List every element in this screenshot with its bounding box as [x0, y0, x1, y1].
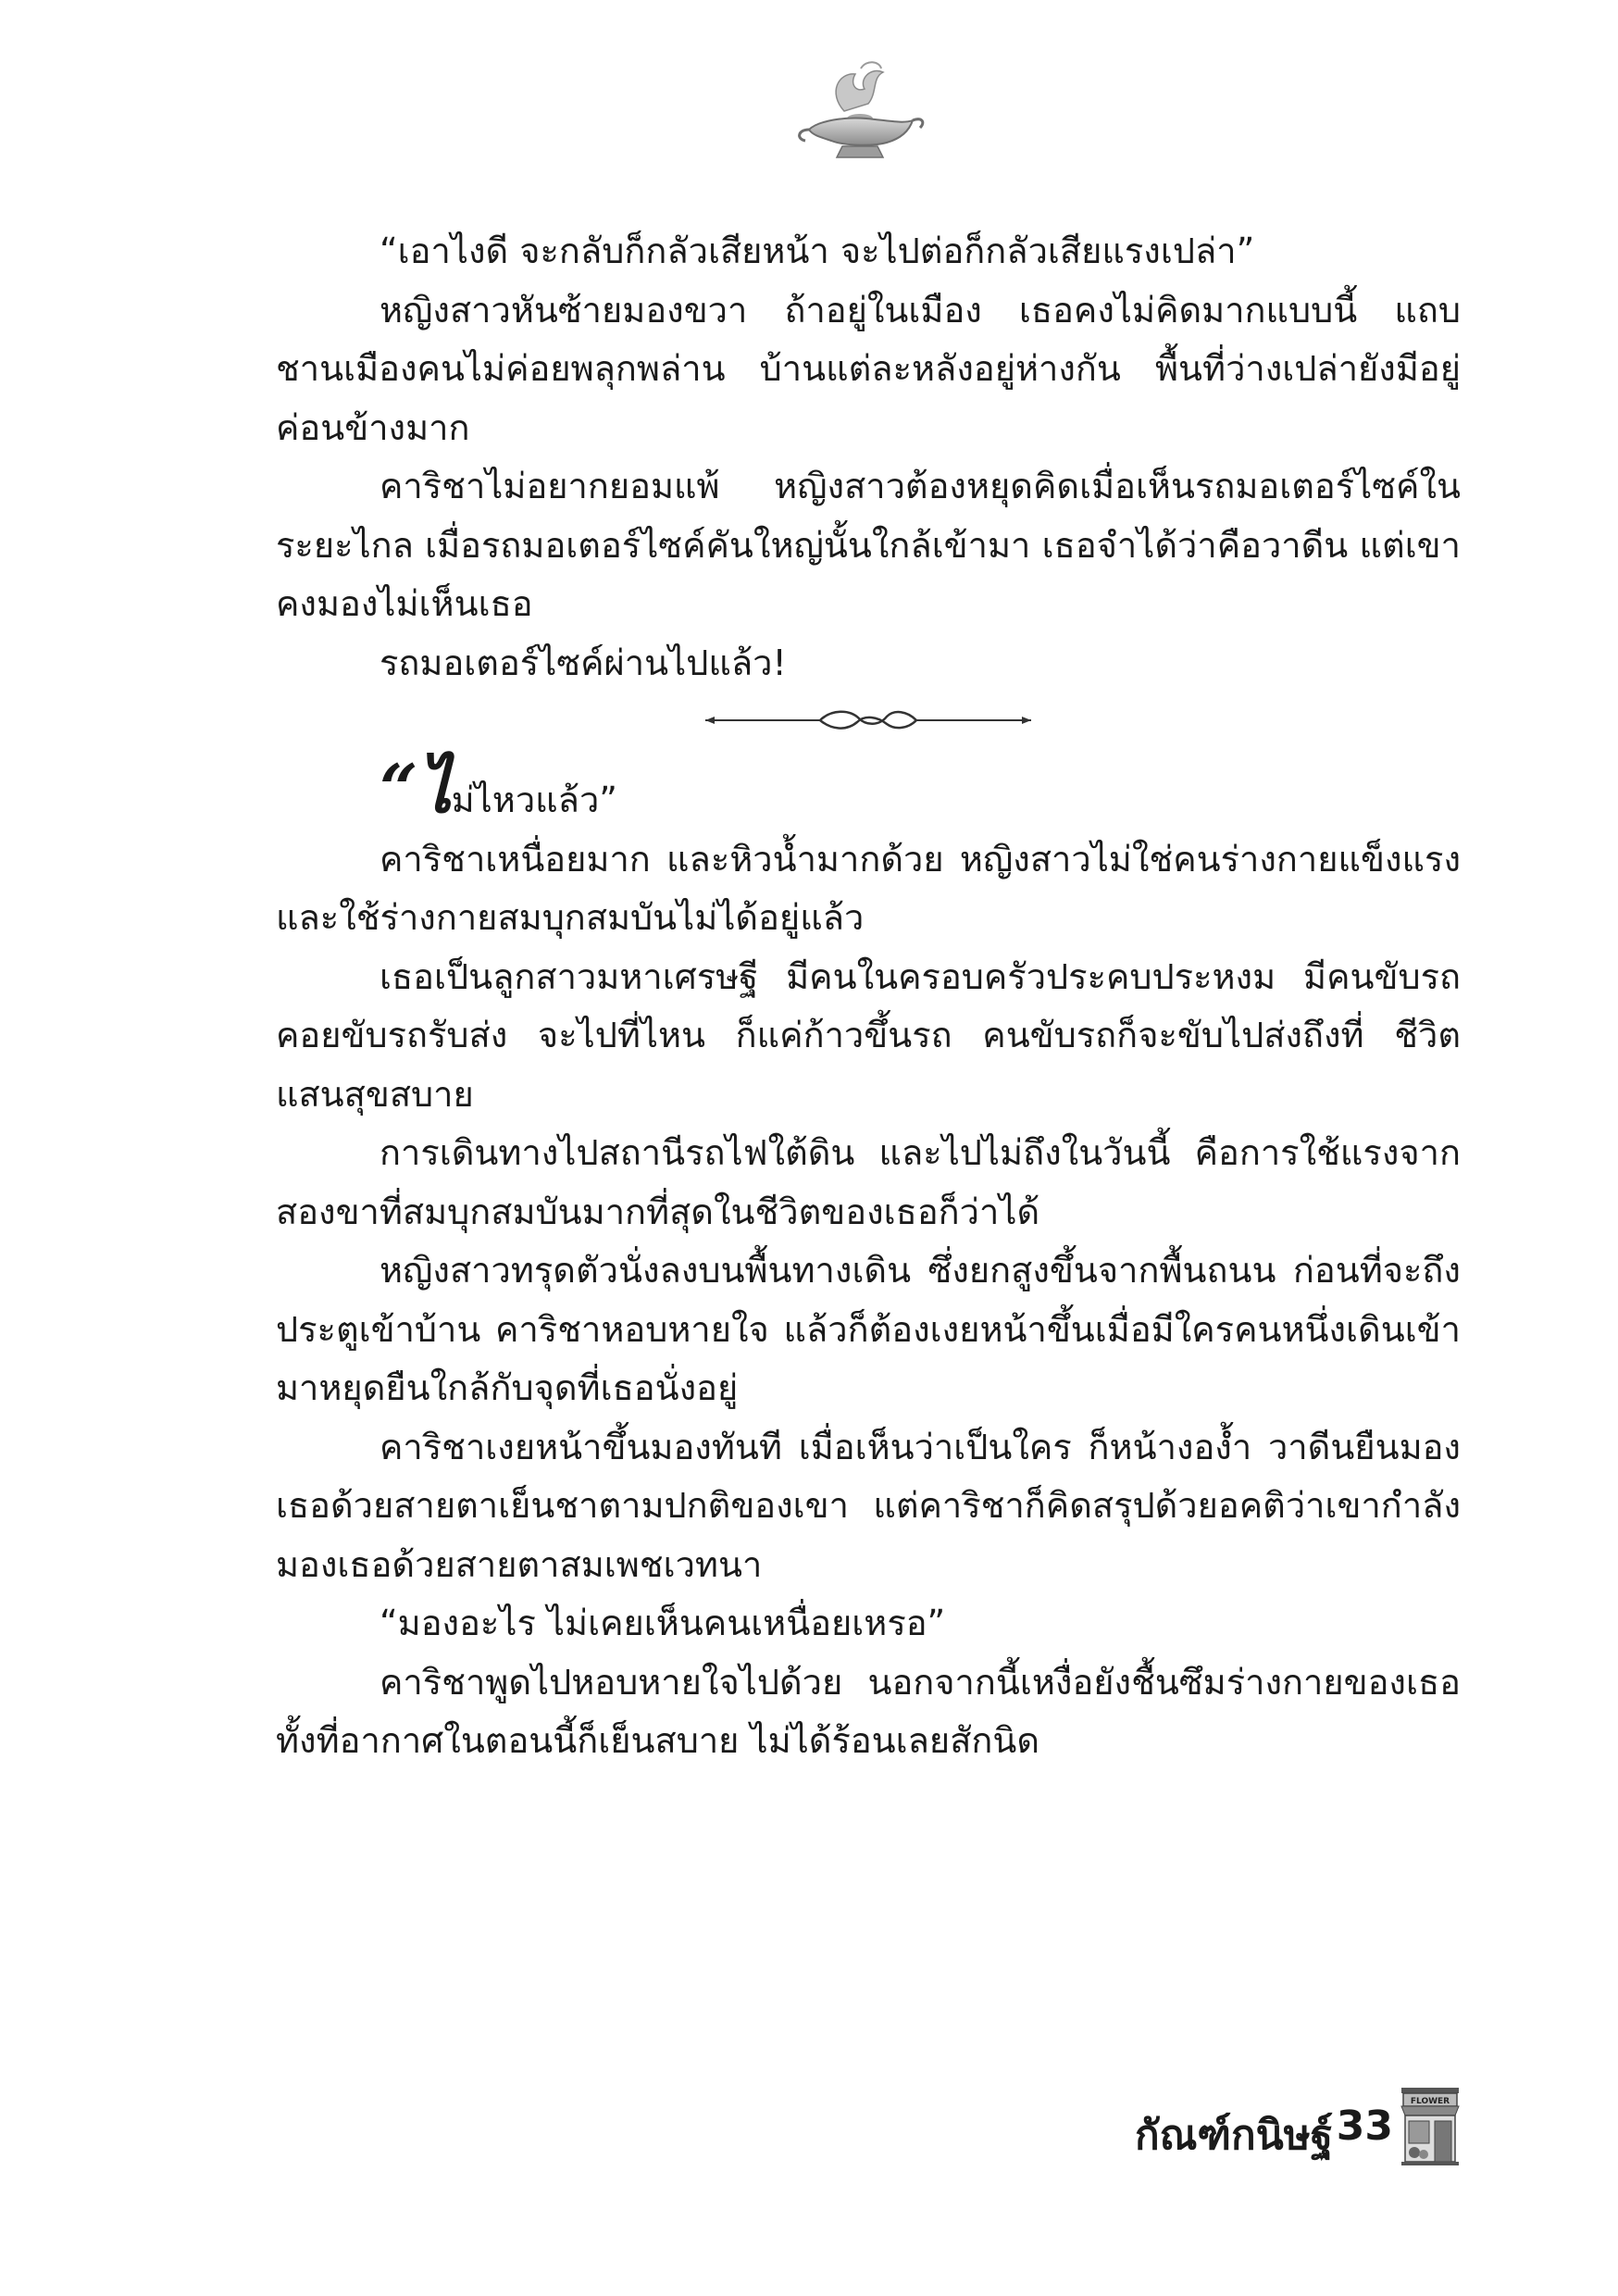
paragraph: รถมอเตอร์ไซค์ผ่านไปแล้ว! [380, 642, 787, 683]
flower-shop-logo-icon [1398, 2078, 1462, 2171]
paragraph: หญิงสาวทรุดตัวนั่งลงบนพื้นทางเดิน ซึ่งยกสูงขึ้นจากพื้นถนน ก่อนที่จะถึงประตูเข้าบ้าน คาริชาหอบหายใจ แล้วก็ต้องเงยหน้าขึ้นเมื่อมีใครคนหนึ่งเดินเข้ามาหยุดยืนใกล้กับจุดที่เธอนั่งอยู่ [276, 1250, 1461, 1408]
drop-cap: “ไ [380, 749, 452, 828]
logo-label: FLOWER [1410, 2097, 1450, 2106]
paragraph: คาริชาพูดไปหอบหายใจไปด้วย นอกจากนี้เหงื่อยังชื้นซึมร่างกายของเธอ ทั้งที่อากาศในตอนนี้ก็เย็นสบาย ไม่ได้ร้อนเลยสักนิด [276, 1661, 1461, 1761]
paragraph: “เอาไงดี จะกลับก็กลัวเสียหน้า จะไปต่อก็กลัวเสียแรงเปล่า” [380, 231, 1255, 271]
genie-lamp-icon [790, 56, 929, 171]
paragraph: “มองอะไร ไม่เคยเห็นคนเหนื่อยเหรอ” [380, 1603, 946, 1643]
page-number: 33 [1336, 2103, 1393, 2150]
paragraph: เธอเป็นลูกสาวมหาเศรษฐี มีคนในครอบครัวประคบประหงม มีคนขับรถคอยขับรถรับส่ง จะไปที่ไหน ก็แค่ก้าวขึ้นรถ คนขับรถก็จะขับไปส่งถึงที่ ชีวิตแสนสุขสบาย [276, 955, 1461, 1115]
body-text [276, 222, 1461, 1771]
paragraph: การเดินทางไปสถานีรถไฟใต้ดิน และไปไม่ถึงในวันนี้ คือการใช้แรงจากสองขาที่สมบุกสมบันมากที่สุดในชีวิตของเธอก็ว่าได้ [276, 1132, 1461, 1232]
page-footer [1064, 2078, 1462, 2180]
ornamental-divider [702, 702, 1035, 739]
chapter-opening-text: ม่ไหวแล้ว” [451, 780, 617, 820]
paragraph: คาริชาเหนื่อยมาก และหิวน้ำมากด้วย หญิงสาวไม่ใช่คนร่างกายแข็งแรง และใช้ร่างกายสมบุกสมบันไม่ได้อยู่แล้ว [276, 838, 1461, 938]
paragraph: คาริชาไม่อยากยอมแพ้ หญิงสาวต้องหยุดคิดเมื่อเห็นรถมอเตอร์ไซค์ในระยะไกล เมื่อรถมอเตอร์ไซค์คันใหญ่นั้นใกล้เข้ามา เธอจำได้ว่าคือวาดีน แต่เขาคงมองไม่เห็นเธอ [276, 466, 1461, 624]
paragraph: หญิงสาวหันซ้ายมองขวา ถ้าอยู่ในเมือง เธอคงไม่คิดมากแบบนี้ แถบชานเมืองคนไม่ค่อยพลุกพล่าน บ้านแต่ละหลังอยู่ห่างกัน พื้นที่ว่างเปล่ายังมีอยู่ค่อนข้างมาก [276, 289, 1461, 448]
chapter-opening-line [276, 749, 1461, 830]
author-name: กัณฑ์กนิษฐ์ [1135, 2112, 1333, 2159]
paragraph: คาริชาเงยหน้าขึ้นมองทันที เมื่อเห็นว่าเป็นใคร ก็หน้างอง้ำ วาดีนยืนมองเธอด้วยสายตาเย็นชาตามปกติของเขา แต่คาริชาก็คิดสรุปด้วยอคติว่าเขากำลังมองเธอด้วยสายตาสมเพชเวทนา [276, 1426, 1461, 1585]
